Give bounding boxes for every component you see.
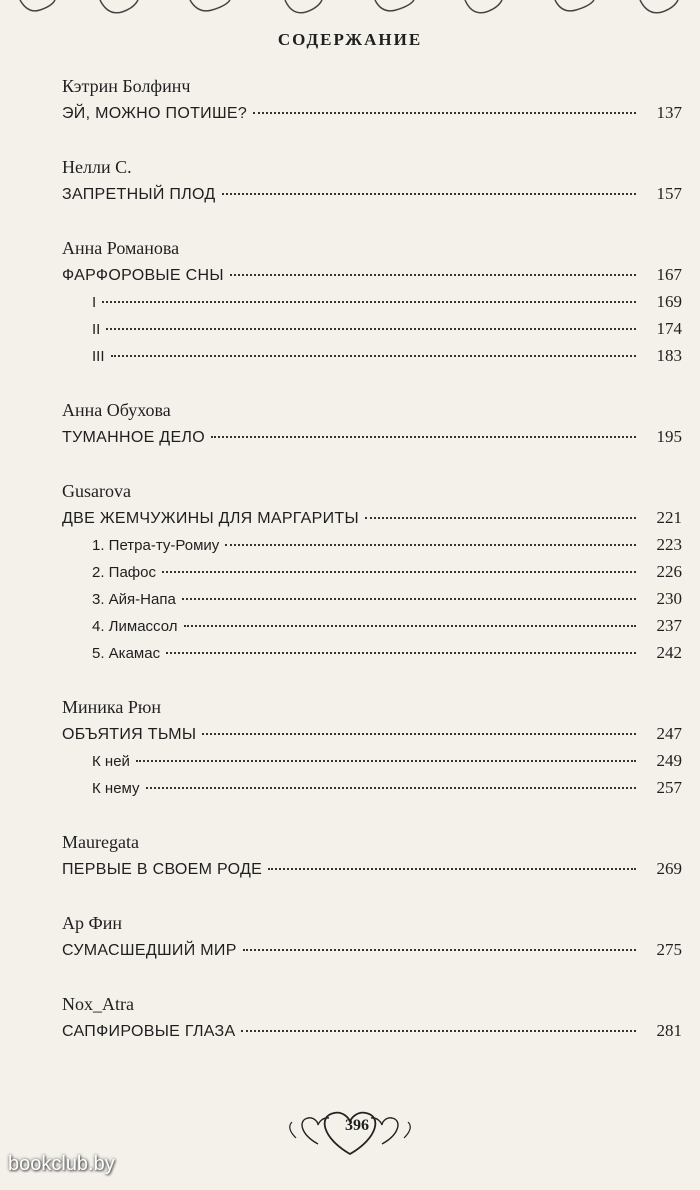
entry-author: Gusarova bbox=[62, 481, 131, 501]
subsection-title: II bbox=[92, 321, 101, 338]
subsection-page: 242 bbox=[656, 643, 682, 662]
subsection-title: 5. Акамас bbox=[92, 645, 161, 662]
subsection-page: 174 bbox=[656, 319, 682, 338]
entry-page: 269 bbox=[656, 859, 682, 878]
entry-title: ЗАПРЕТНЫЙ ПЛОД bbox=[62, 186, 216, 203]
subsection-line bbox=[62, 291, 682, 318]
dot-leader bbox=[243, 949, 636, 951]
subsection-line bbox=[62, 561, 682, 588]
dot-leader bbox=[102, 301, 636, 303]
entry-page: 281 bbox=[656, 1021, 682, 1040]
dot-leader bbox=[136, 760, 636, 762]
watermark: bookclub.by bbox=[8, 1153, 115, 1175]
entry-title-line bbox=[62, 102, 682, 129]
entry-page: 195 bbox=[656, 427, 682, 446]
entry-title: ТУМАННОЕ ДЕЛО bbox=[62, 429, 205, 446]
subsection-line bbox=[62, 318, 682, 345]
dot-leader bbox=[225, 544, 636, 546]
subsection-line bbox=[62, 642, 682, 669]
dot-leader bbox=[184, 625, 637, 627]
entry-title: ОБЪЯТИЯ ТЬМЫ bbox=[62, 726, 197, 743]
toc-entry bbox=[62, 479, 682, 669]
dot-leader bbox=[365, 517, 636, 519]
entry-title-line bbox=[62, 183, 682, 210]
subsection-page: 230 bbox=[656, 589, 682, 608]
entry-author: Nox_Atra bbox=[62, 994, 134, 1014]
entry-author: Mauregata bbox=[62, 832, 139, 852]
subsection-title: К ней bbox=[92, 753, 130, 770]
dot-leader bbox=[268, 868, 636, 870]
subsection-line bbox=[62, 777, 682, 804]
subsection-title: К нему bbox=[92, 780, 140, 797]
dot-leader bbox=[166, 652, 636, 654]
entry-title-line bbox=[62, 426, 682, 453]
entry-page: 167 bbox=[656, 265, 682, 284]
toc-entry bbox=[62, 911, 682, 966]
subsection-line bbox=[62, 615, 682, 642]
entry-title: СУМАСШЕДШИЙ МИР bbox=[62, 942, 237, 959]
subsection-title: 2. Пафос bbox=[92, 564, 156, 581]
toc-entry bbox=[62, 155, 682, 210]
entry-title-line bbox=[62, 858, 682, 885]
entry-page: 157 bbox=[656, 184, 682, 203]
subsection-page: 257 bbox=[656, 778, 682, 797]
dot-leader bbox=[211, 436, 636, 438]
subsection-line bbox=[62, 750, 682, 777]
entry-author: Миника Рюн bbox=[62, 697, 161, 717]
dot-leader bbox=[111, 355, 636, 357]
dot-leader bbox=[230, 274, 636, 276]
entry-title: САПФИРОВЫЕ ГЛАЗА bbox=[62, 1023, 236, 1040]
entry-author: Кэтрин Болфинч bbox=[62, 76, 191, 96]
dot-leader bbox=[146, 787, 636, 789]
toc-entry bbox=[62, 695, 682, 804]
subsection-line bbox=[62, 588, 682, 615]
subsection-page: 226 bbox=[656, 562, 682, 581]
entry-page: 221 bbox=[656, 508, 682, 527]
entry-title: ФАРФОРОВЫЕ СНЫ bbox=[62, 267, 224, 284]
subsection-page: 183 bbox=[656, 346, 682, 365]
page-number: 396 bbox=[345, 1117, 369, 1134]
entry-author: Анна Обухова bbox=[62, 400, 171, 420]
entry-title: ЭЙ, МОЖНО ПОТИШЕ? bbox=[62, 105, 248, 122]
table-of-contents bbox=[62, 74, 682, 1073]
subsection-line bbox=[62, 345, 682, 372]
toc-entry bbox=[62, 236, 682, 372]
entry-page: 137 bbox=[656, 103, 682, 122]
subsection-title: 1. Петра-ту-Ромиу bbox=[92, 537, 220, 554]
entry-title-line bbox=[62, 939, 682, 966]
toc-entry bbox=[62, 992, 682, 1047]
entry-author: Ар Фин bbox=[62, 913, 122, 933]
dot-leader bbox=[241, 1030, 636, 1032]
subsection-page: 237 bbox=[656, 616, 682, 635]
subsection-title: III bbox=[92, 348, 105, 365]
entry-title: ПЕРВЫЕ В СВОЕМ РОДЕ bbox=[62, 861, 263, 878]
subsection-page: 169 bbox=[656, 292, 682, 311]
entry-page: 275 bbox=[656, 940, 682, 959]
toc-entry bbox=[62, 74, 682, 129]
entry-title: ДВЕ ЖЕМЧУЖИНЫ ДЛЯ МАРГАРИТЫ bbox=[62, 510, 359, 527]
entry-title-line bbox=[62, 1020, 682, 1047]
dot-leader bbox=[182, 598, 636, 600]
subsection-title: I bbox=[92, 294, 97, 311]
dot-leader bbox=[202, 733, 636, 735]
subsection-title: 4. Лимассол bbox=[92, 618, 178, 635]
subsection-page: 223 bbox=[656, 535, 682, 554]
entry-title-line bbox=[62, 264, 682, 291]
page-title: СОДЕРЖАНИЕ bbox=[277, 30, 423, 49]
entry-author: Анна Романова bbox=[62, 238, 180, 258]
entry-author: Нелли С. bbox=[62, 157, 132, 177]
dot-leader bbox=[253, 112, 636, 114]
heart-ornament-border bbox=[0, 0, 700, 24]
toc-entry bbox=[62, 398, 682, 453]
entry-page: 247 bbox=[656, 724, 682, 743]
subsection-title: 3. Айя-Напа bbox=[92, 591, 176, 608]
subsection-line bbox=[62, 534, 682, 561]
entry-title-line bbox=[62, 723, 682, 750]
dot-leader bbox=[222, 193, 636, 195]
dot-leader bbox=[106, 328, 636, 330]
subsection-page: 249 bbox=[656, 751, 682, 770]
dot-leader bbox=[162, 571, 636, 573]
entry-title-line bbox=[62, 507, 682, 534]
toc-entry bbox=[62, 830, 682, 885]
